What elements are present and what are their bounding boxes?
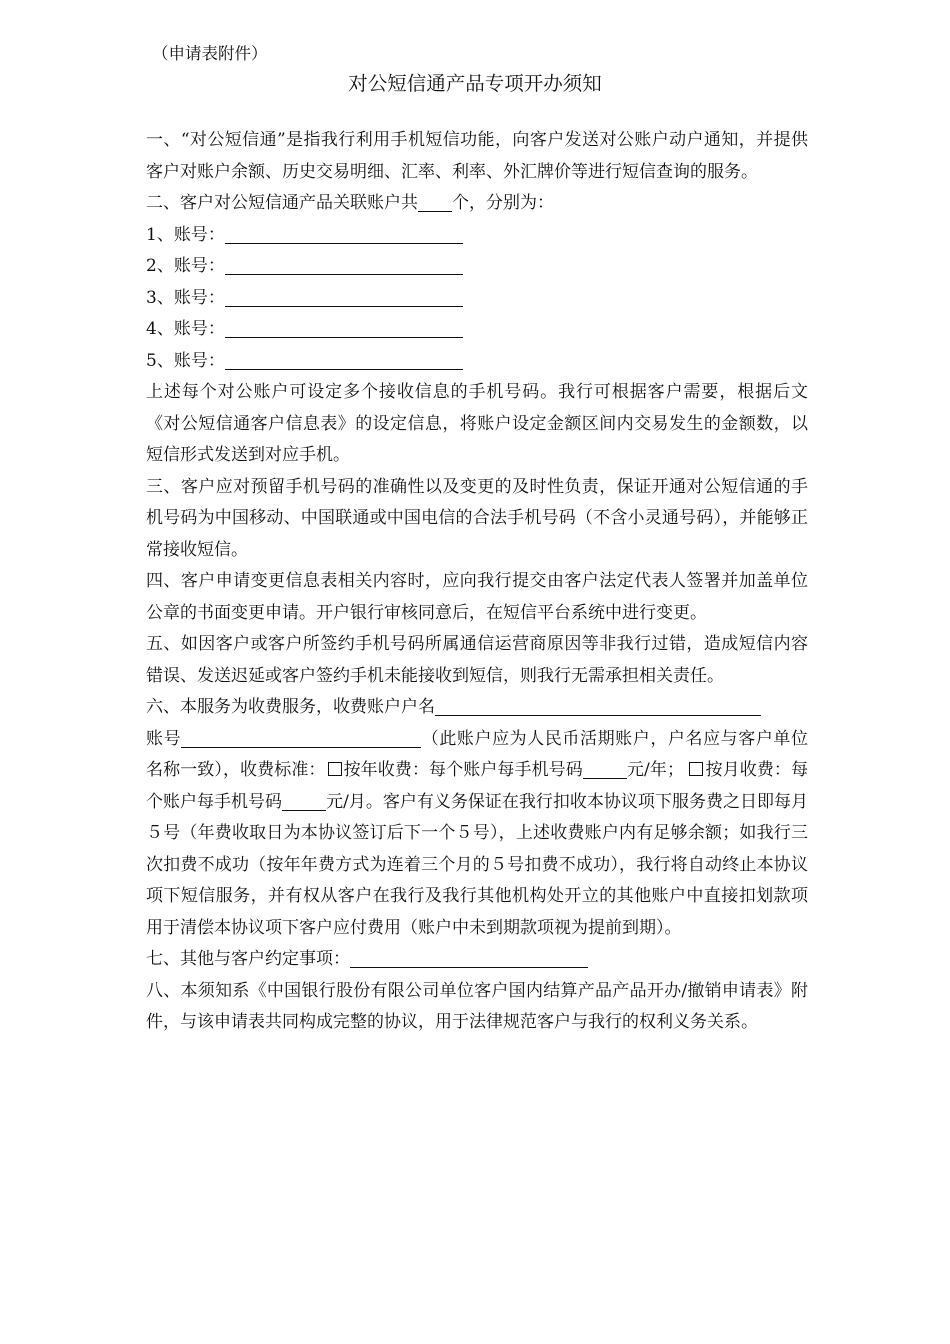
account-line-5: 5、账号： <box>146 346 808 378</box>
fee-account-name-blank[interactable] <box>435 693 761 716</box>
account-count-blank[interactable] <box>418 189 452 212</box>
clause-7: 七、其他与客户约定事项： <box>146 944 808 976</box>
clause-8: 八、本须知系《中国银行股份有限公司单位客户国内结算产品产品开办/撤销申请表》附件，与该申请表共同构成完整的协议，用于法律规范客户与我行的权利义务关系。 <box>146 980 808 1032</box>
clause-2: 二、客户对公短信通产品关联账户共 个，分别为： <box>146 188 808 220</box>
account-blank[interactable] <box>225 315 463 338</box>
account-blank[interactable] <box>225 252 463 275</box>
account-blank[interactable] <box>225 347 463 370</box>
document-body <box>146 125 808 1039</box>
clause-5: 五、如因客户或客户所签约手机号码所属通信运营商原因等非我行过错，造成短信内容错误、发送迟延或客户签约手机未能接收到短信，则我行无需承担相关责任。 <box>146 634 808 686</box>
annual-fee-checkbox[interactable] <box>328 762 342 776</box>
account-blank[interactable] <box>225 284 463 307</box>
attachment-label: （申请表附件） <box>152 44 268 63</box>
account-line-2: 2、账号： <box>146 251 808 283</box>
clause-4: 四、客户申请变更信息表相关内容时，应向我行提交由客户法定代表人签署并加盖单位公章的书面变更申请。开户银行审核同意后，在短信平台系统中进行变更。 <box>146 571 808 623</box>
other-terms-blank[interactable] <box>350 945 588 968</box>
clause-1: 一、“对公短信通”是指我行利用手机短信功能，向客户发送对公账户动户通知，并提供客户对账户余额、历史交易明细、汇率、利率、外汇牌价等进行短信查询的服务。 <box>146 130 808 182</box>
clause-6: 六、本服务为收费服务，收费账户户名 账号 （此账户应为人民币活期账户，户名应与客户单位名称一致），收费标准： 按年收费：每个账户每手机号码 元/年； 按月收费：每个账户每手机号码 元/月。客户有义务保证在我行扣收本协议项下服务费之日即每月５号（年费收取日为本协议签订后下一个５号），上述收费账户内有足够余额；如我行三次扣费不成功（按年年费方式为连着三个月的５号扣费不成功），我行将自动终止本协议项下短信服务，并有权从客户在我行及我行其他机构处开立的其他账户中直接扣划款项用于清偿本协议项下客户应付费用（账户中未到期款项视为提前到期）。 <box>146 692 808 944</box>
clause-2-note: 上述每个对公账户可设定多个接收信息的手机号码。我行可根据客户需要，根据后文《对公短信通客户信息表》的设定信息，将账户设定金额区间内交易发生的金额数，以短信形式发送到对应手机。 <box>146 382 808 465</box>
annual-fee-blank[interactable] <box>583 756 627 779</box>
account-line-4: 4、账号： <box>146 314 808 346</box>
document-title: 对公短信通产品专项开办须知 <box>348 72 602 95</box>
monthly-fee-checkbox[interactable] <box>689 762 703 776</box>
account-line-1: 1、账号： <box>146 220 808 252</box>
monthly-fee-blank[interactable] <box>282 788 326 811</box>
fee-account-number-blank[interactable] <box>181 725 421 748</box>
account-blank[interactable] <box>225 221 463 244</box>
clause-3: 三、客户应对预留手机号码的准确性以及变更的及时性负责，保证开通对公短信通的手机号码为中国移动、中国联通或中国电信的合法手机号码（不含小灵通号码），并能够正常接收短信。 <box>146 476 808 560</box>
account-line-3: 3、账号： <box>146 283 808 315</box>
